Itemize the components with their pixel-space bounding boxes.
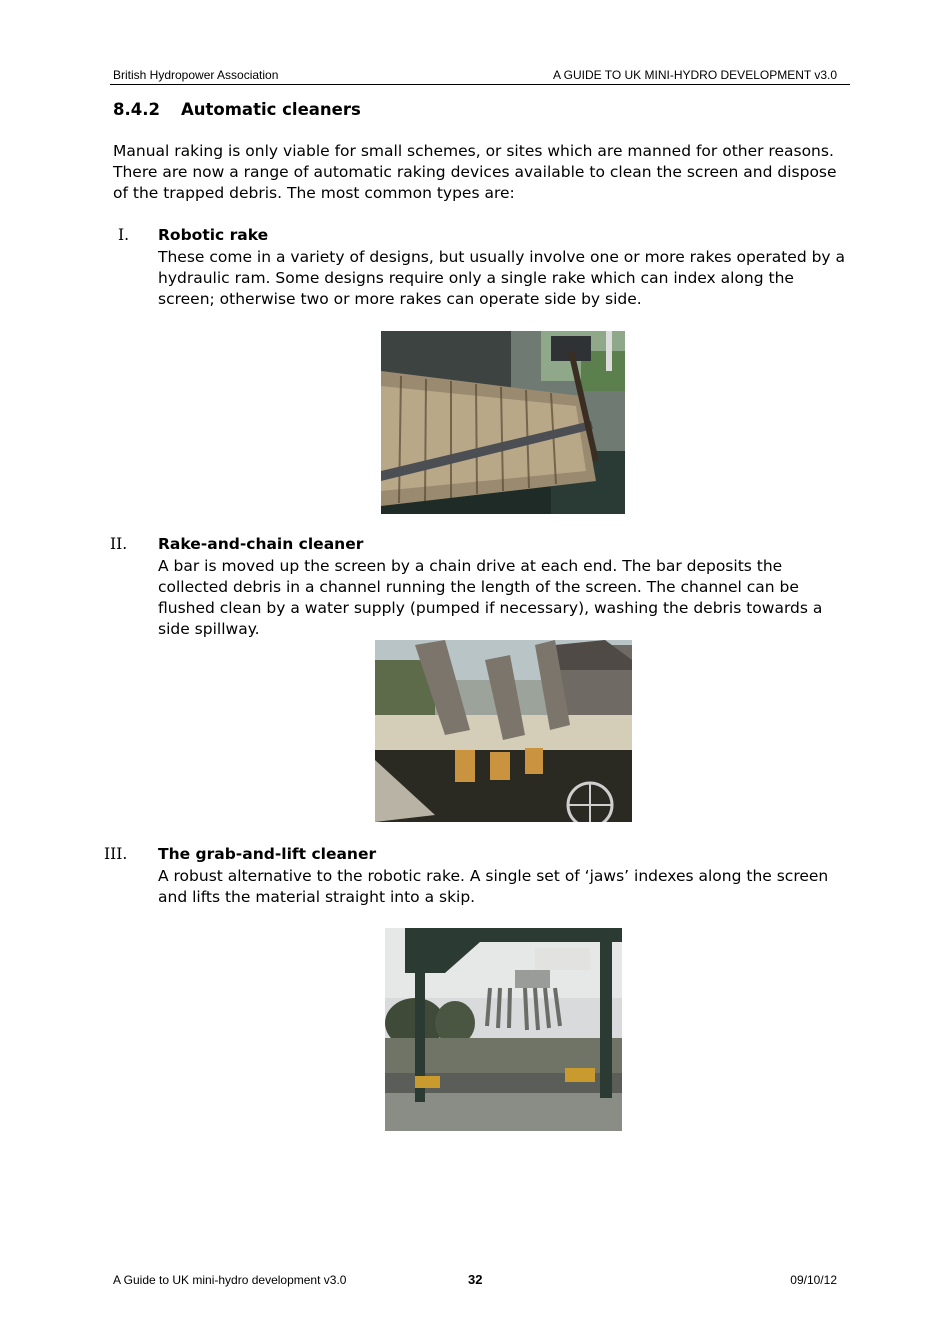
footer-left-text: A Guide to UK mini-hydro development v3.0 — [113, 1273, 347, 1287]
intro-paragraph: Manual raking is only viable for small schemes, or sites which are manned for other reasons. There are now a range of automatic raking devices available to clean the screen and dispose of the trapped debris. The most common types are: — [113, 142, 837, 202]
item-body: A robust alternative to the robotic rake. A single set of ‘jaws’ indexes along the screen and lifts the material straight into a skip. — [158, 867, 829, 906]
robotic-rake-photo — [381, 331, 625, 514]
item-body: These come in a variety of designs, but usually involve one or more rakes operated by a hydraulic ram. Some designs require only a single rake which can index along the screen; otherwise two or more rakes can operate side by side. — [158, 248, 846, 308]
grab-and-lift-photo — [385, 928, 622, 1131]
header-left-text: British Hydropower Association — [113, 68, 279, 82]
item-numeral: III. — [104, 845, 128, 863]
item-numeral: II. — [110, 535, 128, 553]
footer-date: 09/10/12 — [790, 1273, 837, 1287]
section-title: Automatic cleaners — [181, 100, 361, 119]
header-rule — [110, 84, 850, 85]
item-numeral: I. — [118, 226, 130, 244]
section-heading — [113, 100, 361, 119]
rake-and-chain-photo — [375, 640, 632, 822]
item-title: Robotic rake — [158, 226, 269, 244]
item-body: A bar is moved up the screen by a chain drive at each end. The bar deposits the collected debris in a channel running the length of the screen. The channel can be flushed clean by a water supply (pumped if necessary), washing the debris towards a side spillway. — [158, 557, 823, 638]
item-title: The grab-and-lift cleaner — [158, 845, 377, 863]
page-number: 32 — [468, 1272, 483, 1287]
header-right-text: A GUIDE TO UK MINI-HYDRO DEVELOPMENT v3.0 — [552, 68, 837, 82]
section-number: 8.4.2 — [113, 100, 160, 119]
item-title: Rake-and-chain cleaner — [158, 535, 364, 553]
